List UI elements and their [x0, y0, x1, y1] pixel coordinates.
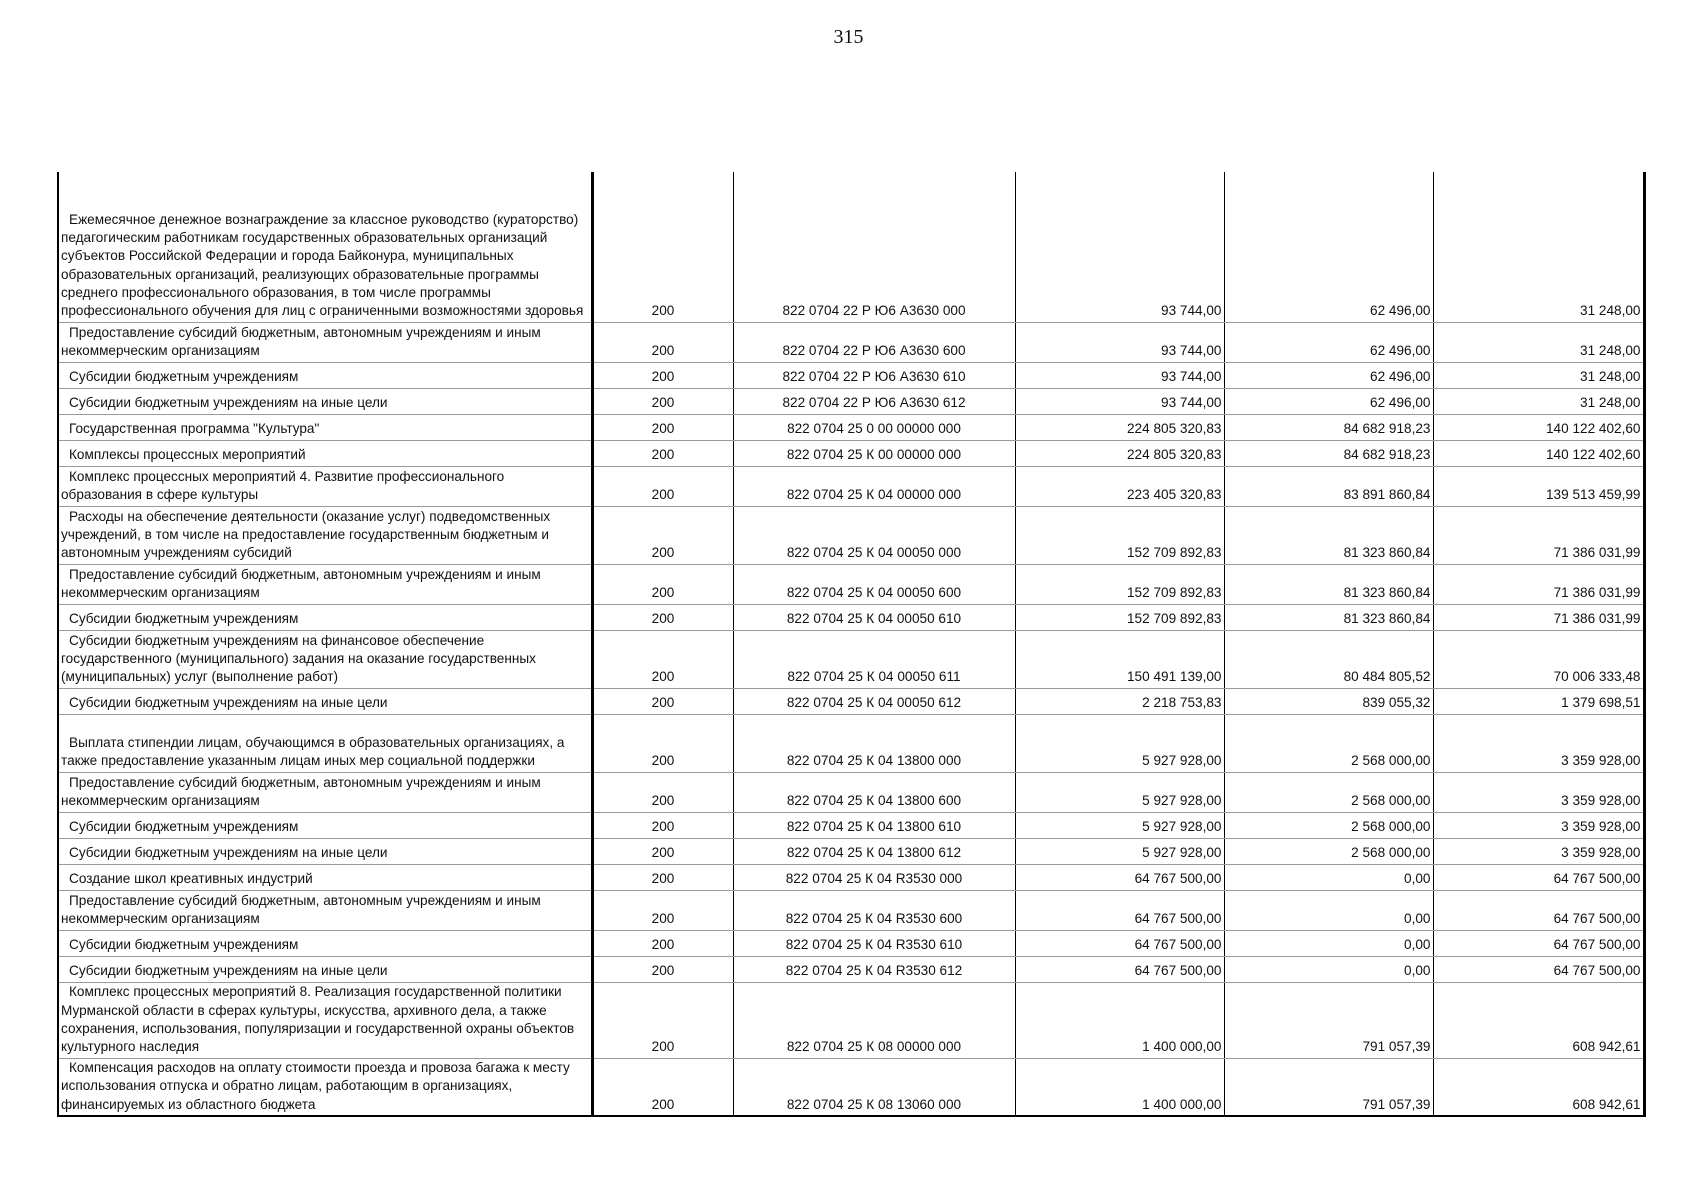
row-budget-classification-code: 822 0704 25 К 04 13800 610 — [733, 812, 1015, 838]
row-amount-executed: 0,00 — [1224, 890, 1433, 930]
row-budget-classification-code: 822 0704 25 К 04 13800 612 — [733, 838, 1015, 864]
row-name — [58, 956, 592, 982]
row-amount-total: 223 405 320,83 — [1015, 466, 1224, 506]
row-name-text: Государственная программа "Культура" — [69, 421, 320, 437]
row-code: 200 — [592, 564, 733, 604]
row-amount-remaining: 3 359 928,00 — [1433, 812, 1644, 838]
table-row — [58, 172, 1644, 322]
row-name — [58, 506, 592, 564]
row-code: 200 — [592, 630, 733, 688]
row-amount-executed: 2 568 000,00 — [1224, 812, 1433, 838]
row-amount-total: 150 491 139,00 — [1015, 630, 1224, 688]
row-amount-total: 224 805 320,83 — [1015, 414, 1224, 440]
row-amount-remaining: 31 248,00 — [1433, 172, 1644, 322]
row-code: 200 — [592, 956, 733, 982]
row-amount-total: 64 767 500,00 — [1015, 864, 1224, 890]
row-amount-executed: 839 055,32 — [1224, 688, 1433, 714]
row-name — [58, 172, 592, 322]
row-budget-classification-code: 822 0704 25 К 04 00050 610 — [733, 604, 1015, 630]
row-name-text: Предоставление субсидий бюджетным, автономным учреждениям и иным некоммерческим организациям — [61, 566, 541, 601]
row-name-text: Субсидии бюджетным учреждениям на финансовое обеспечение государственного (муниципального) задания на оказание государственных (муниципальных) услуг (выполнение работ) — [61, 632, 536, 685]
table-row — [58, 440, 1644, 466]
row-code: 200 — [592, 714, 733, 772]
row-code: 200 — [592, 1058, 733, 1116]
row-amount-remaining: 71 386 031,99 — [1433, 506, 1644, 564]
row-amount-total: 93 744,00 — [1015, 172, 1224, 322]
row-amount-total: 64 767 500,00 — [1015, 890, 1224, 930]
row-amount-remaining: 140 122 402,60 — [1433, 440, 1644, 466]
table-row — [58, 414, 1644, 440]
table-row — [58, 982, 1644, 1058]
row-amount-total: 224 805 320,83 — [1015, 440, 1224, 466]
row-amount-remaining: 31 248,00 — [1433, 362, 1644, 388]
row-amount-executed: 81 323 860,84 — [1224, 506, 1433, 564]
row-amount-executed: 2 568 000,00 — [1224, 714, 1433, 772]
row-name — [58, 982, 592, 1058]
row-name — [58, 630, 592, 688]
table-row — [58, 812, 1644, 838]
row-name — [58, 1058, 592, 1116]
row-name — [58, 388, 592, 414]
row-amount-remaining: 31 248,00 — [1433, 388, 1644, 414]
row-budget-classification-code: 822 0704 25 К 04 13800 000 — [733, 714, 1015, 772]
row-name-text: Субсидии бюджетным учреждениям на иные цели — [69, 695, 388, 711]
row-budget-classification-code: 822 0704 22 Р Ю6 А3630 610 — [733, 362, 1015, 388]
row-budget-classification-code: 822 0704 25 К 04 R3530 610 — [733, 930, 1015, 956]
row-code: 200 — [592, 688, 733, 714]
row-name-text: Субсидии бюджетным учреждениям — [69, 937, 299, 953]
row-amount-executed: 62 496,00 — [1224, 322, 1433, 362]
table-row — [58, 466, 1644, 506]
row-amount-executed: 80 484 805,52 — [1224, 630, 1433, 688]
row-amount-executed: 2 568 000,00 — [1224, 838, 1433, 864]
row-budget-classification-code: 822 0704 25 К 04 R3530 612 — [733, 956, 1015, 982]
row-amount-remaining: 64 767 500,00 — [1433, 864, 1644, 890]
row-code: 200 — [592, 930, 733, 956]
row-name-text: Субсидии бюджетным учреждениям на иные цели — [69, 845, 388, 861]
row-budget-classification-code: 822 0704 25 К 08 00000 000 — [733, 982, 1015, 1058]
row-amount-total: 152 709 892,83 — [1015, 604, 1224, 630]
row-name-text: Комплексы процессных мероприятий — [69, 447, 306, 463]
row-name-text: Субсидии бюджетным учреждениям на иные цели — [69, 395, 388, 411]
table-row — [58, 388, 1644, 414]
row-name-text: Расходы на обеспечение деятельности (оказание услуг) подведомственных учреждений, в том числе на предоставление государственным бюджетным и автономным учреждениям субсидий — [61, 508, 551, 561]
row-name — [58, 812, 592, 838]
row-amount-remaining: 71 386 031,99 — [1433, 604, 1644, 630]
table-row — [58, 956, 1644, 982]
row-amount-remaining: 71 386 031,99 — [1433, 564, 1644, 604]
row-amount-remaining: 608 942,61 — [1433, 1058, 1644, 1116]
row-code: 200 — [592, 604, 733, 630]
row-amount-executed: 0,00 — [1224, 930, 1433, 956]
row-code: 200 — [592, 414, 733, 440]
row-amount-total: 64 767 500,00 — [1015, 930, 1224, 956]
table-row — [58, 506, 1644, 564]
row-name — [58, 564, 592, 604]
table-row — [58, 1058, 1644, 1116]
row-budget-classification-code: 822 0704 25 К 04 13800 600 — [733, 772, 1015, 812]
table-row — [58, 688, 1644, 714]
row-amount-executed: 81 323 860,84 — [1224, 604, 1433, 630]
row-amount-total: 64 767 500,00 — [1015, 956, 1224, 982]
table-row — [58, 630, 1644, 688]
row-amount-total: 152 709 892,83 — [1015, 506, 1224, 564]
row-amount-executed: 0,00 — [1224, 956, 1433, 982]
row-amount-total: 152 709 892,83 — [1015, 564, 1224, 604]
row-amount-executed: 83 891 860,84 — [1224, 466, 1433, 506]
row-name-text: Выплата стипендии лицам, обучающимся в образовательных организациях, а также предоставление указанным лицам иных мер социальной поддержки — [61, 734, 565, 769]
budget-table — [57, 172, 1646, 1117]
row-code: 200 — [592, 466, 733, 506]
row-budget-classification-code: 822 0704 25 К 04 R3530 600 — [733, 890, 1015, 930]
row-name — [58, 930, 592, 956]
row-name-text: Ежемесячное денежное вознаграждение за классное руководство (кураторство) педагогическим работникам государственных образовательных организаций субъектов Российской Федерации и города Байконура, муниципальных образовательных организаций, реализующих образовательные программы среднего профессионального образования, в том числе программы профессионального обучения для лиц с ограниченными возможностями здоровья — [61, 211, 584, 319]
page-number: 315 — [833, 26, 864, 48]
row-name-text: Субсидии бюджетным учреждениям — [69, 369, 299, 385]
row-code: 200 — [592, 890, 733, 930]
row-amount-remaining: 608 942,61 — [1433, 982, 1644, 1058]
row-amount-total: 2 218 753,83 — [1015, 688, 1224, 714]
table-row — [58, 564, 1644, 604]
row-amount-total: 5 927 928,00 — [1015, 714, 1224, 772]
row-amount-remaining: 1 379 698,51 — [1433, 688, 1644, 714]
row-amount-total: 1 400 000,00 — [1015, 1058, 1224, 1116]
row-amount-total: 93 744,00 — [1015, 362, 1224, 388]
row-amount-remaining: 139 513 459,99 — [1433, 466, 1644, 506]
table-row — [58, 362, 1644, 388]
row-name — [58, 864, 592, 890]
row-code: 200 — [592, 772, 733, 812]
row-amount-remaining: 31 248,00 — [1433, 322, 1644, 362]
row-budget-classification-code: 822 0704 22 Р Ю6 А3630 600 — [733, 322, 1015, 362]
row-name-text: Предоставление субсидий бюджетным, автономным учреждениям и иным некоммерческим организациям — [61, 892, 541, 927]
row-amount-total: 1 400 000,00 — [1015, 982, 1224, 1058]
row-name — [58, 714, 592, 772]
row-code: 200 — [592, 362, 733, 388]
table-body — [58, 172, 1644, 1116]
row-name — [58, 322, 592, 362]
row-amount-remaining: 3 359 928,00 — [1433, 714, 1644, 772]
row-budget-classification-code: 822 0704 25 К 04 00000 000 — [733, 466, 1015, 506]
row-name-text: Субсидии бюджетным учреждениям — [69, 611, 299, 627]
row-code: 200 — [592, 982, 733, 1058]
row-name-text: Предоставление субсидий бюджетным, автономным учреждениям и иным некоммерческим организациям — [61, 774, 541, 809]
row-name — [58, 440, 592, 466]
row-name-text: Комплекс процессных мероприятий 8. Реализация государственной политики Мурманской области в сферах культуры, искусства, архивного дела, а также сохранения, использования, популяризации и государственной охраны объектов культурного наследия — [61, 984, 575, 1055]
row-amount-remaining: 3 359 928,00 — [1433, 772, 1644, 812]
row-budget-classification-code: 822 0704 25 К 04 00050 000 — [733, 506, 1015, 564]
table-row — [58, 864, 1644, 890]
row-name — [58, 466, 592, 506]
row-budget-classification-code: 822 0704 25 К 04 00050 612 — [733, 688, 1015, 714]
row-budget-classification-code: 822 0704 25 К 00 00000 000 — [733, 440, 1015, 466]
row-amount-executed: 62 496,00 — [1224, 172, 1433, 322]
row-code: 200 — [592, 322, 733, 362]
row-amount-remaining: 3 359 928,00 — [1433, 838, 1644, 864]
row-amount-executed: 791 057,39 — [1224, 1058, 1433, 1116]
row-name-text: Создание школ креативных индустрий — [69, 871, 313, 887]
row-amount-total: 5 927 928,00 — [1015, 772, 1224, 812]
row-name — [58, 362, 592, 388]
row-name — [58, 772, 592, 812]
row-budget-classification-code: 822 0704 22 Р Ю6 А3630 612 — [733, 388, 1015, 414]
table-row — [58, 604, 1644, 630]
row-name — [58, 604, 592, 630]
row-amount-remaining: 70 006 333,48 — [1433, 630, 1644, 688]
row-budget-classification-code: 822 0704 25 К 04 00050 600 — [733, 564, 1015, 604]
table-row — [58, 930, 1644, 956]
row-code: 200 — [592, 388, 733, 414]
row-code: 200 — [592, 838, 733, 864]
row-budget-classification-code: 822 0704 25 К 04 00050 611 — [733, 630, 1015, 688]
row-budget-classification-code: 822 0704 25 К 08 13060 000 — [733, 1058, 1015, 1116]
row-amount-executed: 81 323 860,84 — [1224, 564, 1433, 604]
row-amount-total: 5 927 928,00 — [1015, 812, 1224, 838]
table-row — [58, 890, 1644, 930]
row-name — [58, 688, 592, 714]
row-name — [58, 414, 592, 440]
row-amount-executed: 84 682 918,23 — [1224, 414, 1433, 440]
row-amount-remaining: 64 767 500,00 — [1433, 930, 1644, 956]
row-name — [58, 890, 592, 930]
table-row — [58, 772, 1644, 812]
row-amount-total: 5 927 928,00 — [1015, 838, 1224, 864]
row-amount-executed: 2 568 000,00 — [1224, 772, 1433, 812]
row-name-text: Компенсация расходов на оплату стоимости проезда и провоза багажа к месту использования отпуска и обратно лицам, работающим в организациях, финансируемых из областного бюджета — [61, 1060, 570, 1112]
row-budget-classification-code: 822 0704 25 К 04 R3530 000 — [733, 864, 1015, 890]
table-row — [58, 838, 1644, 864]
row-name — [58, 838, 592, 864]
row-code: 200 — [592, 172, 733, 322]
row-amount-total: 93 744,00 — [1015, 322, 1224, 362]
row-amount-executed: 62 496,00 — [1224, 362, 1433, 388]
table-row — [58, 714, 1644, 772]
row-amount-executed: 0,00 — [1224, 864, 1433, 890]
row-amount-total: 93 744,00 — [1015, 388, 1224, 414]
row-budget-classification-code: 822 0704 25 0 00 00000 000 — [733, 414, 1015, 440]
row-budget-classification-code: 822 0704 22 Р Ю6 А3630 000 — [733, 172, 1015, 322]
row-name-text: Субсидии бюджетным учреждениям на иные цели — [69, 963, 388, 979]
row-amount-remaining: 64 767 500,00 — [1433, 956, 1644, 982]
row-amount-remaining: 64 767 500,00 — [1433, 890, 1644, 930]
row-name-text: Субсидии бюджетным учреждениям — [69, 819, 299, 835]
row-amount-executed: 84 682 918,23 — [1224, 440, 1433, 466]
row-amount-executed: 62 496,00 — [1224, 388, 1433, 414]
row-code: 200 — [592, 864, 733, 890]
row-code: 200 — [592, 506, 733, 564]
row-code: 200 — [592, 440, 733, 466]
row-name-text: Комплекс процессных мероприятий 4. Развитие профессионального образования в сфере культуры — [61, 468, 505, 503]
row-code: 200 — [592, 812, 733, 838]
row-amount-executed: 791 057,39 — [1224, 982, 1433, 1058]
row-name-text: Предоставление субсидий бюджетным, автономным учреждениям и иным некоммерческим организациям — [61, 324, 541, 359]
table-row — [58, 322, 1644, 362]
row-amount-remaining: 140 122 402,60 — [1433, 414, 1644, 440]
